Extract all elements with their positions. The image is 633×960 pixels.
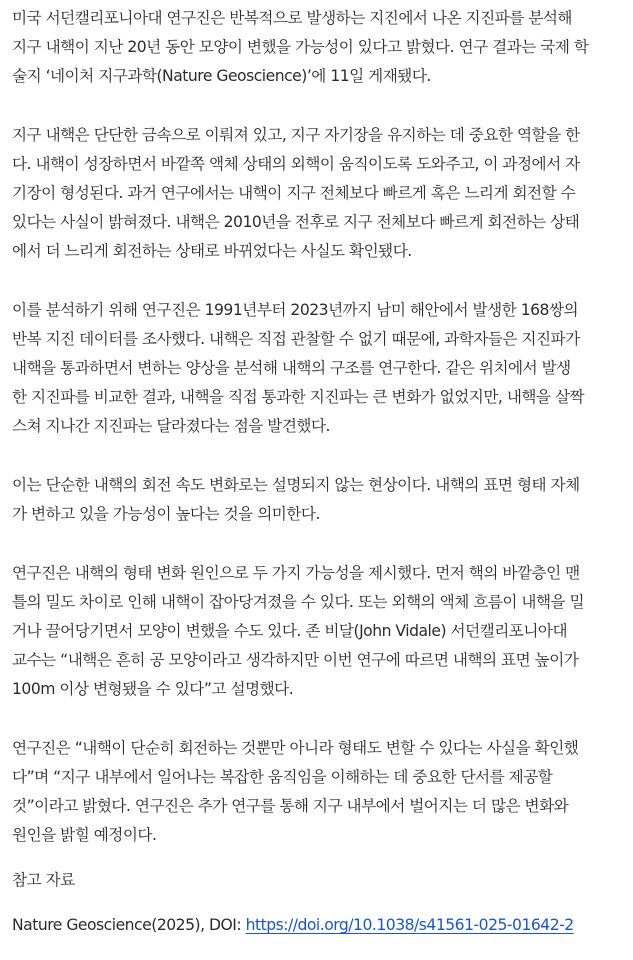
paragraph-line: 다. 내핵이 성장하면서 바깥쪽 액체 상태의 외핵이 움직이도록 도와주고, 이 과정에서 자 <box>12 155 580 173</box>
references-heading-text: 참고 자료 <box>12 871 75 889</box>
paragraph-2 <box>12 121 625 266</box>
paragraph-6 <box>12 734 625 850</box>
doi-link[interactable]: https://doi.org/10.1038/s41561-025-01642-2 <box>245 916 574 934</box>
paragraph-line: 에서 더 느리게 회전하는 상태로 바뀌었다는 사실도 확인됐다. <box>12 242 412 260</box>
article-body <box>12 0 625 940</box>
paragraph-line: 기장이 형성된다. 과거 연구에서는 내핵이 지구 전체보다 빠르게 혹은 느리게 회전할 수 <box>12 184 576 202</box>
paragraph-line: 100m 이상 변형됐을 수 있다”고 설명했다. <box>12 680 294 698</box>
paragraph-line: 이는 단순한 내핵의 회전 속도 변화로는 설명되지 않는 현상이다. 내핵의 표면 형태 자체 <box>12 476 580 494</box>
paragraph-line: 미국 서던캘리포니아대 연구진은 반복적으로 발생하는 지진에서 나온 지진파를 분석해 <box>12 9 572 27</box>
paragraph-line: 연구진은 내핵의 형태 변화 원인으로 두 가지 가능성을 제시했다. 먼저 핵의 바깥층인 맨 <box>12 564 580 582</box>
reference-citation <box>12 911 625 940</box>
paragraph-4 <box>12 471 625 529</box>
paragraph-line: 지구 내핵은 단단한 금속으로 이뤄져 있고, 지구 자기장을 유지하는 데 중요한 역할을 한 <box>12 126 580 144</box>
reference-citation-prefix: Nature Geoscience(2025), DOI: <box>12 916 246 934</box>
paragraph-line: 지구 내핵이 지난 20년 동안 모양이 변했을 가능성이 있다고 밝혔다. 연구 결과는 국제 학 <box>12 38 589 56</box>
paragraph-line: 연구진은 “내핵이 단순히 회전하는 것뿐만 아니라 형태도 변할 수 있다는 사실을 확인했 <box>12 739 579 757</box>
paragraph-line: 원인을 밝힐 예정이다. <box>12 826 157 844</box>
paragraph-line: 것”이라고 밝혔다. 연구진은 추가 연구를 통해 지구 내부에서 벌어지는 더 많은 변화와 <box>12 797 569 815</box>
paragraph-line: 반복 지진 데이터를 조사했다. 내핵은 직접 관찰할 수 없기 때문에, 과학자들은 지진파가 <box>12 330 580 348</box>
paragraph-5 <box>12 559 625 704</box>
references-heading <box>12 866 625 895</box>
paragraph-line: 내핵을 통과하면서 변하는 양상을 분석해 내핵의 구조를 연구한다. 같은 위치에서 발생 <box>12 359 571 377</box>
paragraph-line: 한 지진파를 비교한 결과, 내핵을 직접 통과한 지진파는 큰 변화가 없었지만, 내핵을 살짝 <box>12 388 585 406</box>
paragraph-line: 틀의 밀도 차이로 인해 내핵이 잡아당겨졌을 수 있다. 또는 외핵의 액체 흐름이 내핵을 밀 <box>12 593 585 611</box>
paragraph-line: 가 변하고 있을 가능성이 높다는 것을 의미한다. <box>12 505 320 523</box>
paragraph-line: 거나 끌어당기면서 모양이 변했을 수도 있다. 존 비달(John Vidale) 서던캘리포니아대 <box>12 622 568 640</box>
paragraph-line: 스쳐 지나간 지진파는 달라졌다는 점을 발견했다. <box>12 417 331 435</box>
paragraph-1 <box>12 4 625 91</box>
reference-citation-line <box>12 911 625 940</box>
paragraph-line: 다”며 “지구 내부에서 일어나는 복잡한 움직임을 이해하는 데 중요한 단서를 제공할 <box>12 768 553 786</box>
paragraph-line: 술지 ‘네이처 지구과학(Nature Geoscience)’에 11일 게재됐다. <box>12 67 431 85</box>
paragraph-3 <box>12 296 625 441</box>
paragraph-line: 교수는 “내핵은 흔히 공 모양이라고 생각하지만 이번 연구에 따르면 내핵의 표면 높이가 <box>12 651 579 669</box>
paragraph-line: 있다는 사실이 밝혀졌다. 내핵은 2010년을 전후로 지구 전체보다 빠르게 회전하는 상태 <box>12 213 580 231</box>
paragraph-line: 이를 분석하기 위해 연구진은 1991년부터 2023년까지 남미 해안에서 발생한 168쌍의 <box>12 301 579 319</box>
